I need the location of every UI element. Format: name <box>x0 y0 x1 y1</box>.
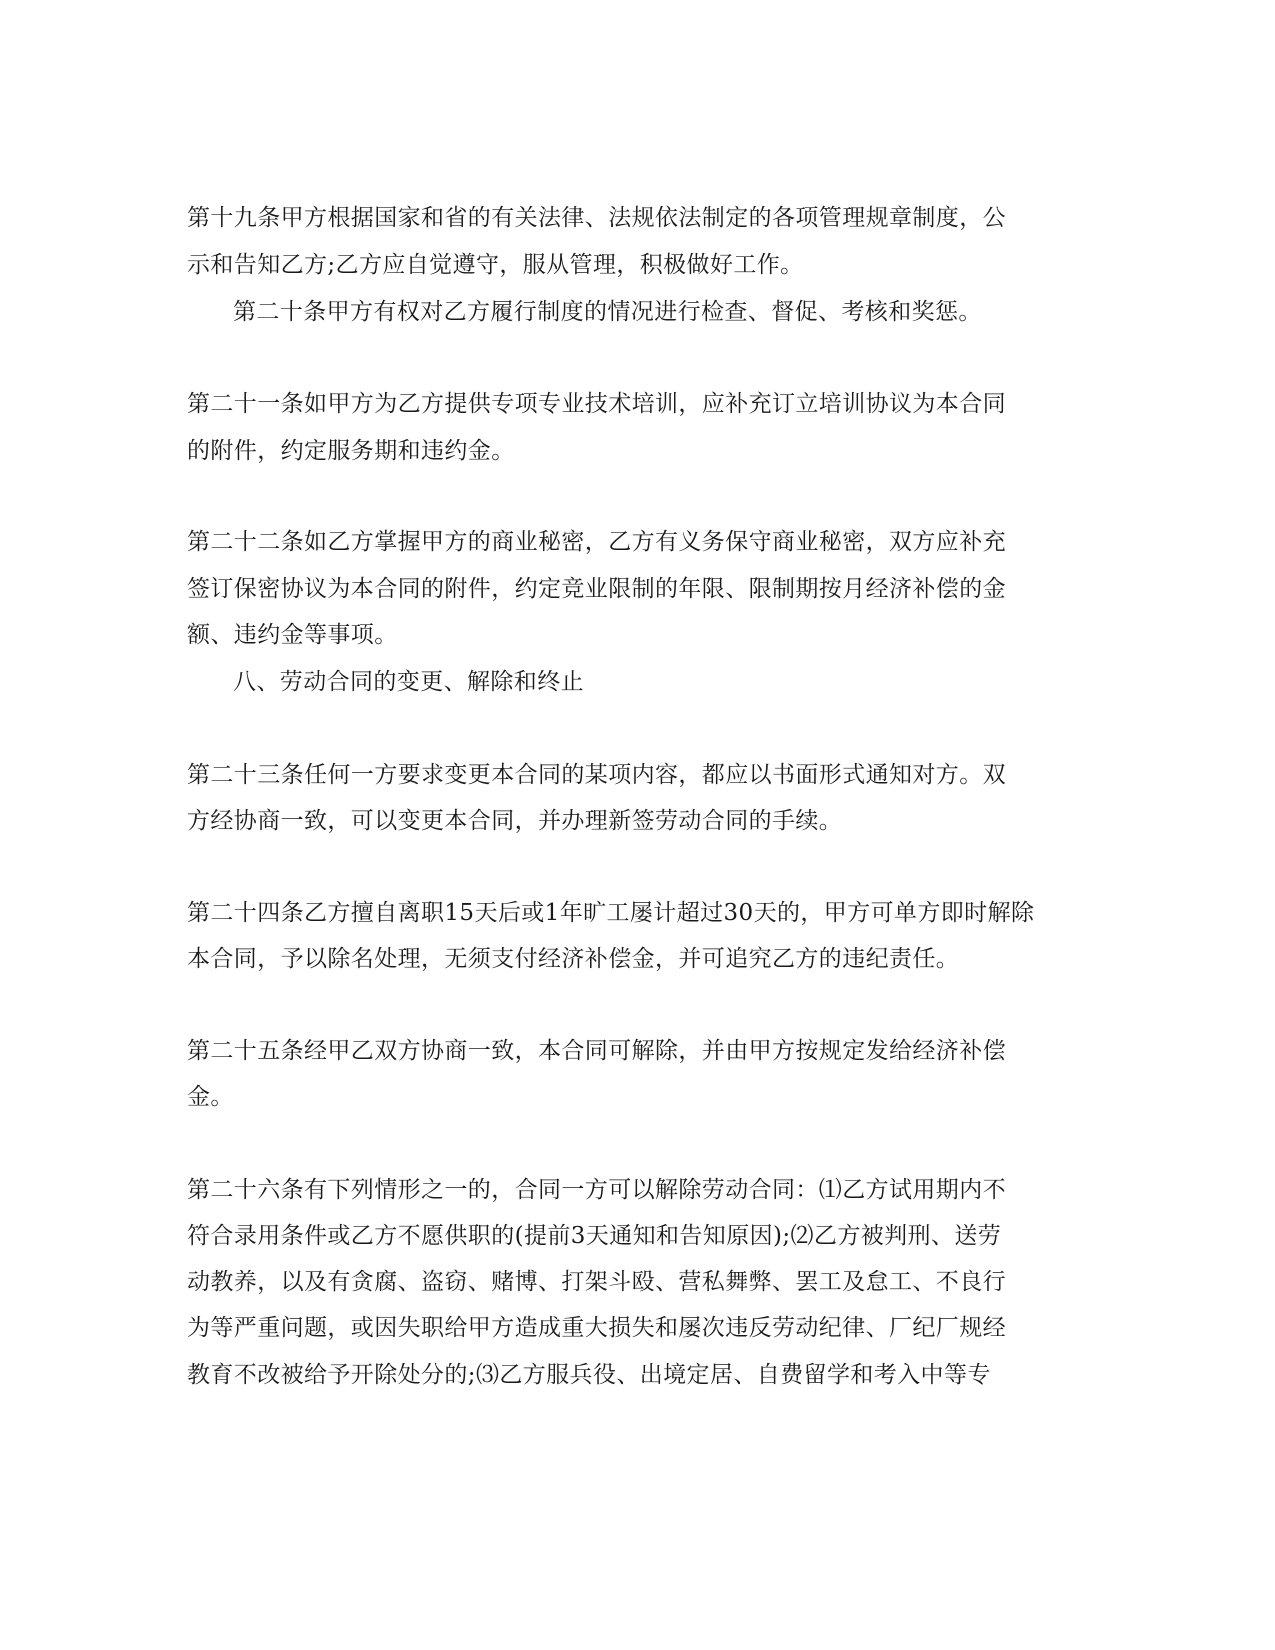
article-24-line-2: 本合同，予以除名处理，无须支付经济补偿金，并可追究乙方的违纪责任。 <box>187 946 960 972</box>
article-22-line-3: 额、违约金等事项。 <box>187 622 398 648</box>
section-heading: 八、劳动合同的变更、解除和终止 <box>233 669 584 695</box>
article-22-line-1: 第二十二条如乙方掌握甲方的商业秘密，乙方有义务保守商业秘密，双方应补充 <box>187 529 1006 555</box>
article-25-line-2: 金。 <box>187 1084 234 1110</box>
article-26-line-4: 为等严重问题，或因失职给甲方造成重大损失和屡次违反劳动纪律、厂纪厂规经 <box>187 1315 1006 1341</box>
article-26-line-2: 符合录用条件或乙方不愿供职的(提前3天通知和告知原因);⑵乙方被判刑、送劳 <box>187 1223 1002 1249</box>
article-25-line-1: 第二十五条经甲乙双方协商一致，本合同可解除，并由甲方按规定发给经济补偿 <box>187 1038 1006 1064</box>
article-19-line-2: 示和告知乙方;乙方应自觉遵守，服从管理，积极做好工作。 <box>187 252 804 278</box>
article-26-line-3: 动教养，以及有贪腐、盗窃、赌博、打架斗殴、营私舞弊、罢工及怠工、不良行 <box>187 1269 1006 1295</box>
article-20-line-1: 第二十条甲方有权对乙方履行制度的情况进行检查、督促、考核和奖惩。 <box>233 299 982 325</box>
article-22-line-2: 签订保密协议为本合同的附件，约定竞业限制的年限、限制期按月经济补偿的金 <box>187 576 1006 602</box>
article-26-line-1: 第二十六条有下列情形之一的，合同一方可以解除劳动合同：⑴乙方试用期内不 <box>187 1177 1006 1203</box>
article-21-line-2: 的附件，约定服务期和违约金。 <box>187 438 515 464</box>
article-24-line-1: 第二十四条乙方擅自离职15天后或1年旷工屡计超过30天的，甲方可单方即时解除 <box>187 900 1035 926</box>
article-26-line-5: 教育不改被给予开除处分的;⑶乙方服兵役、出境定居、自费留学和考入中等专 <box>187 1362 991 1388</box>
article-23-line-1: 第二十三条任何一方要求变更本合同的某项内容，都应以书面形式通知对方。双 <box>187 762 1006 788</box>
article-21-line-1: 第二十一条如甲方为乙方提供专项专业技术培训，应补充订立培训协议为本合同 <box>187 391 1006 417</box>
article-23-line-2: 方经协商一致，可以变更本合同，并办理新签劳动合同的手续。 <box>187 808 843 834</box>
article-19-line-1: 第十九条甲方根据国家和省的有关法律、法规依法制定的各项管理规章制度，公 <box>187 205 1006 231</box>
